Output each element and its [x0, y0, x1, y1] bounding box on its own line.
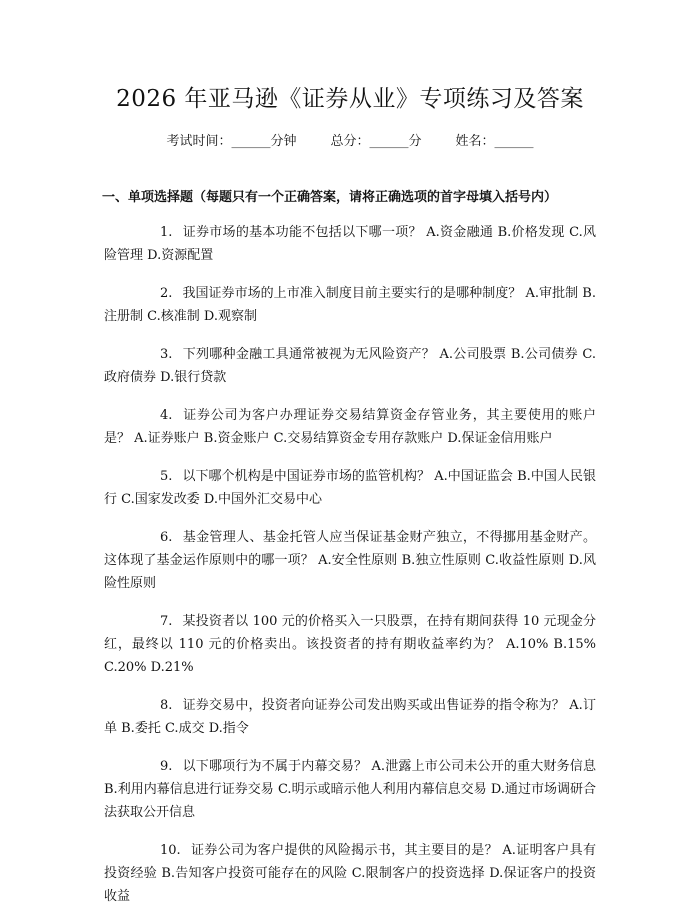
question-number: 8.: [160, 698, 173, 713]
total-score-label: 总分：: [330, 134, 370, 149]
question-item: [104, 465, 596, 511]
question-item: [104, 343, 596, 389]
question-number: 10.: [160, 843, 181, 858]
exam-time-label: 考试时间：: [166, 134, 232, 149]
name-label: 姓名：: [455, 134, 495, 149]
question-number: 5.: [160, 469, 173, 484]
question-item: [104, 694, 596, 740]
question-number: 1.: [160, 225, 173, 240]
question-text: 证券市场的基本功能不包括以下哪一项？ A.资金融通 B.价格发现 C.风险管理 D.资源配置: [104, 225, 596, 263]
question-text: 证券公司为客户办理证券交易结算资金存管业务，其主要使用的账户是？ A.证券账户 B.资金账户 C.交易结算资金专用存款账户 D.保证金信用账户: [104, 408, 596, 446]
question-item: [104, 526, 596, 595]
question-item: [104, 404, 596, 450]
question-text: 基金管理人、基金托管人应当保证基金财产独立，不得挪用基金财产。这体现了基金运作原则中的哪一项？ A.安全性原则 B.独立性原则 C.收益性原则 D.风险性原则: [104, 530, 596, 591]
question-number: 2.: [160, 286, 173, 301]
section-title: 一、单项选择题（每题只有一个正确答案，请将正确选项的首字母填入括号内）: [102, 190, 558, 205]
question-item: [104, 755, 596, 824]
exam-time-blank: ______: [231, 134, 271, 149]
question-text: 我国证券市场的上市准入制度目前主要实行的是哪种制度？ A.审批制 B.注册制 C.核准制 D.观察制: [104, 286, 596, 324]
question-text: 证券公司为客户提供的风险揭示书，其主要目的是？ A.证明客户具有投资经验 B.告知客户投资可能存在的风险 C.限制客户的投资选择 D.保证客户的投资收益: [104, 843, 596, 904]
question-item: [104, 610, 596, 679]
question-number: 9.: [160, 759, 173, 774]
question-item: [104, 221, 596, 267]
question-list: [104, 221, 596, 908]
total-score-unit: 分: [408, 134, 422, 149]
question-item: [104, 282, 596, 328]
question-number: 3.: [160, 347, 173, 362]
name-blank: ______: [494, 134, 534, 149]
question-number: 7.: [160, 614, 173, 629]
exam-time-unit: 分钟: [270, 134, 297, 149]
document-title: 2026 年亚马逊《证券从业》专项练习及答案: [116, 86, 584, 112]
question-number: 6.: [160, 530, 173, 545]
question-text: 以下哪个机构是中国证券市场的监管机构？ A.中国证监会 B.中国人民银行 C.国家发改委 D.中国外汇交易中心: [104, 469, 596, 507]
exam-info-line: [104, 132, 596, 152]
question-text: 证券交易中，投资者向证券公司发出购买或出售证券的指令称为？ A.订单 B.委托 C.成交 D.指令: [104, 698, 596, 736]
question-text: 下列哪种金融工具通常被视为无风险资产？ A.公司股票 B.公司债券 C.政府债券 D.银行贷款: [104, 347, 596, 385]
question-text: 某投资者以 100 元的价格买入一只股票，在持有期间获得 10 元现金分红，最终以 110 元的价格卖出。该投资者的持有期收益率约为？ A.10% B.15% C.20% D.21%: [104, 614, 596, 675]
question-item: [104, 839, 596, 908]
total-score-blank: ______: [369, 134, 409, 149]
question-number: 4.: [160, 408, 173, 423]
question-text: 以下哪项行为不属于内幕交易？ A.泄露上市公司未公开的重大财务信息 B.利用内幕信息进行证券交易 C.明示或暗示他人利用内幕信息交易 D.通过市场调研合法获取公开信息: [104, 759, 596, 820]
